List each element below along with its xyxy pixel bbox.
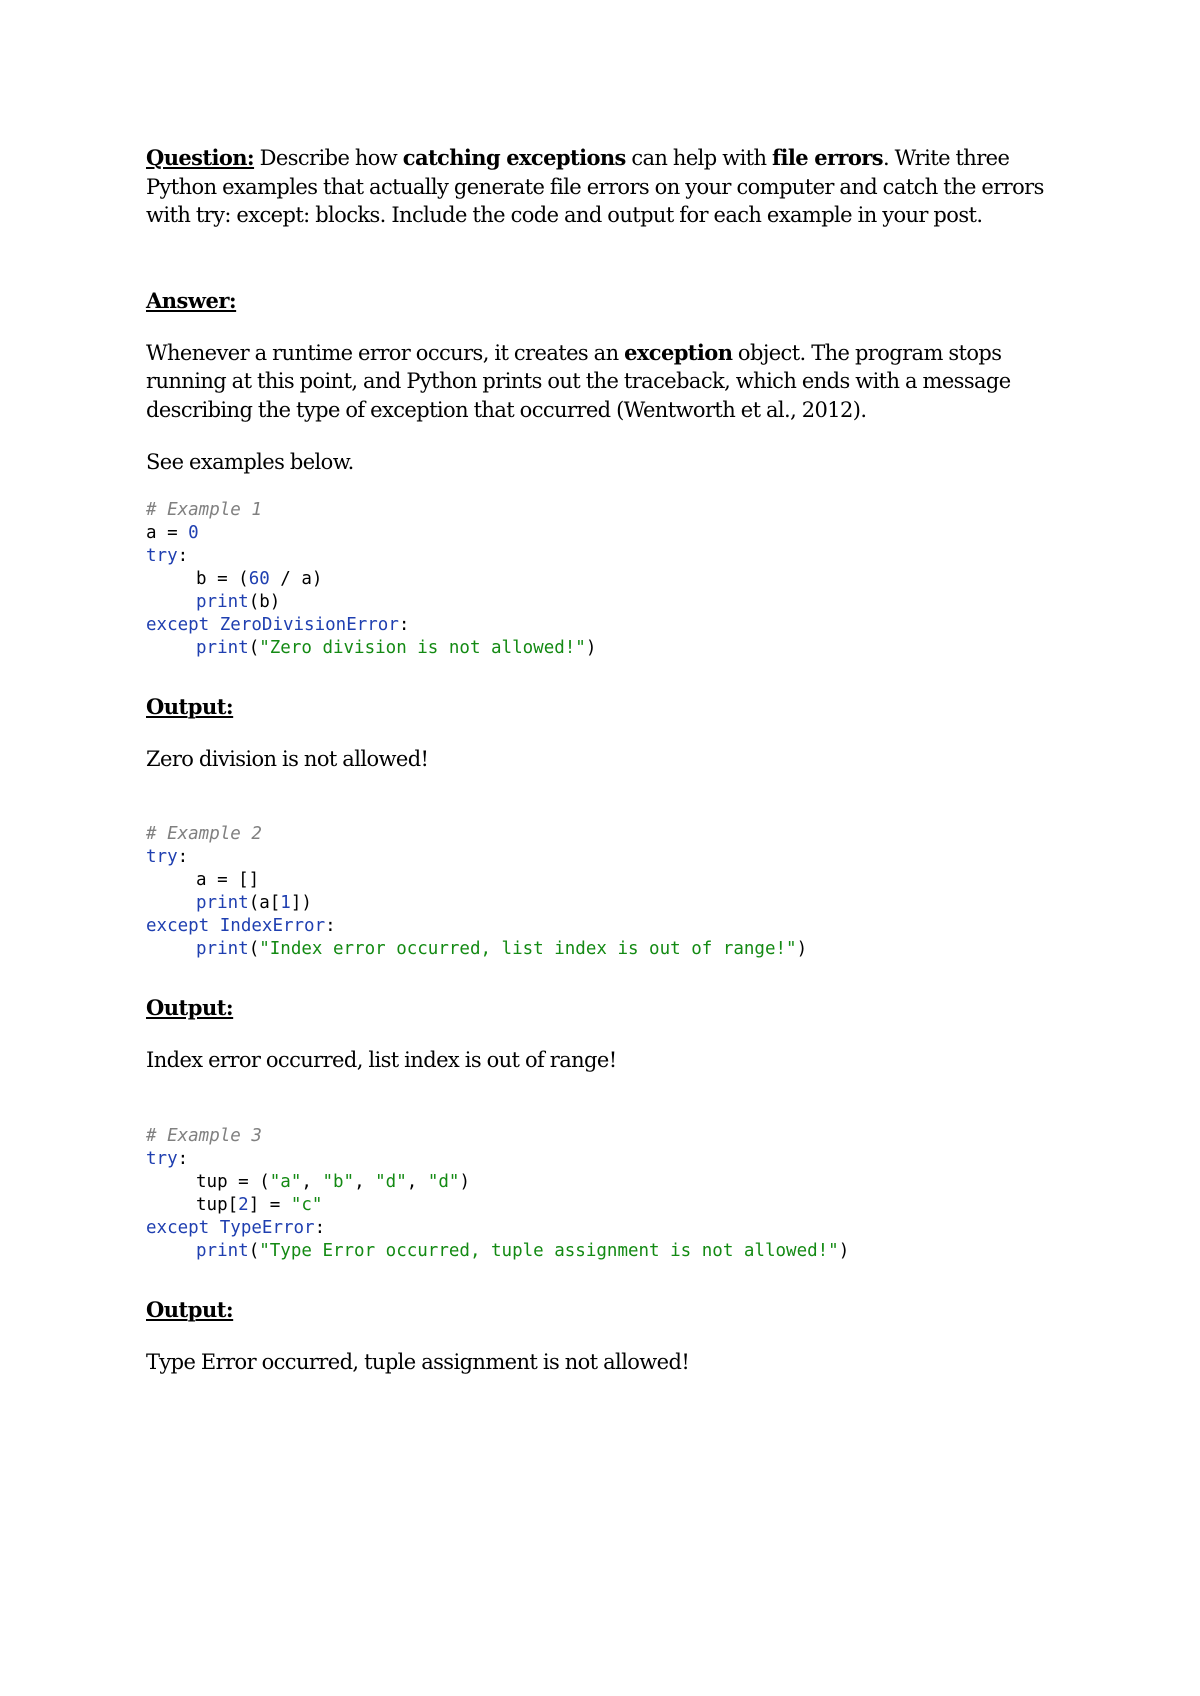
code-text: ) xyxy=(796,939,808,959)
code-line xyxy=(146,846,1066,869)
answer-text-1: Whenever a runtime error occurs, it creates an xyxy=(146,340,625,365)
code-line xyxy=(146,915,1066,938)
code-line xyxy=(146,591,1066,614)
code-string: "Type Error occurred, tuple assignment is not allowed!" xyxy=(259,1240,839,1261)
code-number: 0 xyxy=(188,522,199,543)
code-keyword: print xyxy=(196,591,249,612)
code-text: ]) xyxy=(290,893,312,913)
code-line xyxy=(146,1148,1066,1171)
code-line xyxy=(146,869,1066,892)
code-string: "Zero division is not allowed!" xyxy=(259,637,586,658)
code-keyword: print xyxy=(196,1240,249,1261)
code-keyword: except xyxy=(146,916,210,936)
question-paragraph xyxy=(146,144,1066,230)
code-string: "a" xyxy=(269,1171,302,1192)
code-text: tup[ xyxy=(196,1194,239,1215)
code-keyword: print xyxy=(196,893,249,913)
code-exception-class: TypeError xyxy=(219,1217,315,1238)
code-line xyxy=(146,823,1066,846)
code-keyword: try xyxy=(146,545,178,566)
code-text: : xyxy=(325,916,336,936)
code-line xyxy=(146,614,1066,637)
question-bold-2: file errors xyxy=(772,145,883,170)
code-comment: # Example 1 xyxy=(146,499,262,520)
code-exception-class: ZeroDivisionError xyxy=(219,614,399,635)
code-exception-class: IndexError xyxy=(219,916,326,936)
code-string: "Index error occurred, list index is out of range!" xyxy=(259,939,797,959)
code-text: a = [] xyxy=(196,870,260,890)
code-text: a = xyxy=(146,522,189,543)
output-text-3: Type Error occurred, tuple assignment is not allowed! xyxy=(146,1349,690,1374)
question-text-1: Describe how xyxy=(254,146,403,170)
code-text: : xyxy=(177,1148,189,1169)
code-text: ] = xyxy=(248,1194,291,1215)
question-text-2: can help with xyxy=(625,146,773,170)
code-text: ( xyxy=(248,1240,260,1261)
code-text: b = ( xyxy=(196,568,249,589)
code-line xyxy=(146,1240,1066,1263)
code-text: (a[ xyxy=(248,893,281,913)
code-text: ) xyxy=(838,1240,850,1261)
code-text: , xyxy=(354,1171,376,1192)
code-text: / a) xyxy=(269,568,323,589)
code-text: ( xyxy=(248,637,260,658)
code-text: tup = ( xyxy=(196,1171,270,1192)
question-bold-1: catching exceptions xyxy=(402,145,626,170)
code-number: 60 xyxy=(248,568,270,589)
code-text: : xyxy=(177,847,189,867)
example-3-code xyxy=(146,1125,1066,1263)
answer-text-2: object. The program stops running at this point, and Python prints out the traceback, which ends with a message describing the type of exception that occurred (Wentworth et al., 2012). xyxy=(146,340,1011,422)
code-line xyxy=(146,499,1066,522)
code-line xyxy=(146,1194,1066,1217)
code-text: (b) xyxy=(248,591,281,612)
answer-paragraph xyxy=(146,339,1066,425)
answer-bold-1: exception xyxy=(624,339,733,365)
code-keyword: print xyxy=(196,637,249,658)
code-text: : xyxy=(398,614,410,635)
code-keyword: print xyxy=(196,939,249,959)
code-string: "c" xyxy=(290,1194,323,1215)
code-line xyxy=(146,892,1066,915)
output-text-1: Zero division is not allowed! xyxy=(146,746,429,771)
answer-heading: Answer: xyxy=(146,287,237,313)
code-line xyxy=(146,545,1066,568)
code-text: : xyxy=(177,545,189,566)
code-text: ) xyxy=(459,1171,470,1192)
code-string: "d" xyxy=(427,1171,460,1192)
code-keyword: except xyxy=(146,1217,210,1238)
output-heading-2: Output: xyxy=(146,995,234,1020)
code-text: , xyxy=(301,1171,323,1192)
code-comment: # Example 2 xyxy=(146,824,262,844)
code-line xyxy=(146,637,1066,660)
code-line xyxy=(146,1217,1066,1240)
question-text-3: . Write three Python examples that actually generate file errors on your computer and catch the errors with try: except: blocks. Include the code and output for each example in your post. xyxy=(146,146,1044,227)
question-label: Question: xyxy=(146,145,255,170)
code-text: ) xyxy=(585,637,597,658)
code-text: , xyxy=(406,1171,428,1192)
code-keyword: except xyxy=(146,614,210,635)
output-text-2: Index error occurred, list index is out of range! xyxy=(146,1048,617,1072)
see-examples-text: See examples below. xyxy=(146,450,354,474)
code-line xyxy=(146,1171,1066,1194)
code-string: "b" xyxy=(322,1171,355,1192)
code-line xyxy=(146,522,1066,545)
output-heading-1: Output: xyxy=(146,693,234,719)
code-line xyxy=(146,938,1066,961)
code-text: : xyxy=(314,1217,326,1238)
example-2-code xyxy=(146,823,1066,961)
code-comment: # Example 3 xyxy=(146,1125,262,1146)
document-body xyxy=(146,144,1066,1376)
code-keyword: try xyxy=(146,1148,178,1169)
code-string: "d" xyxy=(375,1171,407,1192)
code-number: 2 xyxy=(238,1194,249,1215)
code-line xyxy=(146,1125,1066,1148)
code-text: ( xyxy=(248,939,260,959)
code-line xyxy=(146,568,1066,591)
example-1-code xyxy=(146,499,1066,660)
code-keyword: try xyxy=(146,847,178,867)
code-number: 1 xyxy=(280,893,291,913)
output-heading-3: Output: xyxy=(146,1296,234,1322)
